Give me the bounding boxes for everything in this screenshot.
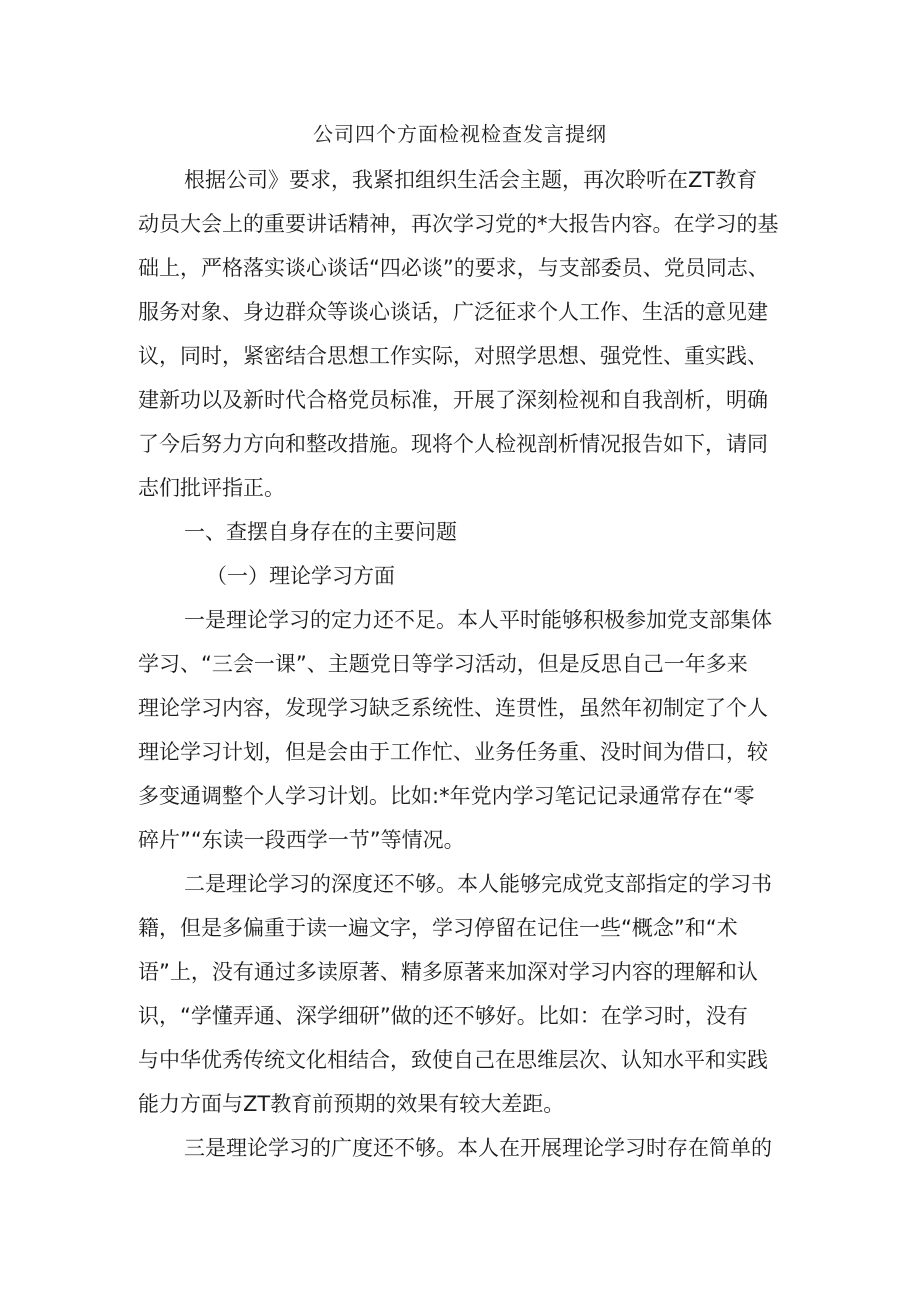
paragraph-line: 议，同时，紧密结合思想工作实际，对照学思想、强党性、重实践、 [138, 344, 768, 368]
paragraph-line: 能力方面与ZT教育前预期的效果有较大差距。 [138, 1092, 565, 1116]
paragraph-line: 一是理论学习的定力还不足。本人平时能够积极参加党支部集体 [184, 608, 772, 632]
paragraph-line: 与中华优秀传统文化相结合，致使自己在思维层次、认知水平和实践 [138, 1048, 768, 1072]
paragraph-line: 识，“学懂弄通、深学细研”做的还不够好。比如：在学习时，没有 [138, 1004, 748, 1028]
paragraph-line: 服务对象、身边群众等谈心谈话，广泛征求个人工作、生活的意见建 [138, 300, 768, 324]
paragraph-line: 根据公司》要求，我紧扣组织生活会主题，再次聆听在ZT教育 [184, 168, 758, 192]
section-heading: 一、查摆自身存在的主要问题 [184, 520, 457, 544]
subsection-heading: （一）理论学习方面 [206, 564, 395, 588]
paragraph-line: 籍，但是多偏重于读一遍文字，学习停留在记住一些“概念”和“术 [138, 916, 738, 940]
paragraph-line: 了今后努力方向和整改措施。现将个人检视剖析情况报告如下，请同 [138, 432, 768, 456]
paragraph-line: 学习、“三会一课”、主题党日等学习活动，但是反思自己一年多来 [138, 652, 748, 676]
paragraph-line: 理论学习内容，发现学习缺乏系统性、连贯性，虽然年初制定了个人 [138, 696, 768, 720]
paragraph-line: 二是理论学习的深度还不够。本人能够完成党支部指定的学习书 [184, 872, 772, 896]
paragraph-line: 理论学习计划，但是会由于工作忙、业务任务重、没时间为借口，较 [138, 740, 768, 764]
paragraph-line: 动员大会上的重要讲话精神，再次学习党的*大报告内容。在学习的基 [138, 212, 779, 236]
paragraph-line: 建新功以及新时代合格党员标准，开展了深刻检视和自我剖析，明确 [138, 388, 768, 412]
document-title: 公司四个方面检视检查发言提纲 [313, 122, 607, 146]
paragraph-line: 志们批评指正。 [138, 476, 285, 500]
paragraph-line: 础上，严格落实谈心谈话“四必谈”的要求，与支部委员、党员同志、 [138, 256, 769, 280]
paragraph-line: 碎片”“东读一段西学一节”等情况。 [138, 828, 465, 852]
paragraph-line: 语”上，没有通过多读原著、精多原著来加深对学习内容的理解和认 [138, 960, 758, 984]
paragraph-line: 三是理论学习的广度还不够。本人在开展理论学习时存在简单的 [184, 1136, 772, 1160]
paragraph-line: 多变通调整个人学习计划。比如:*年党内学习笔记记录通常存在“零 [138, 784, 755, 808]
